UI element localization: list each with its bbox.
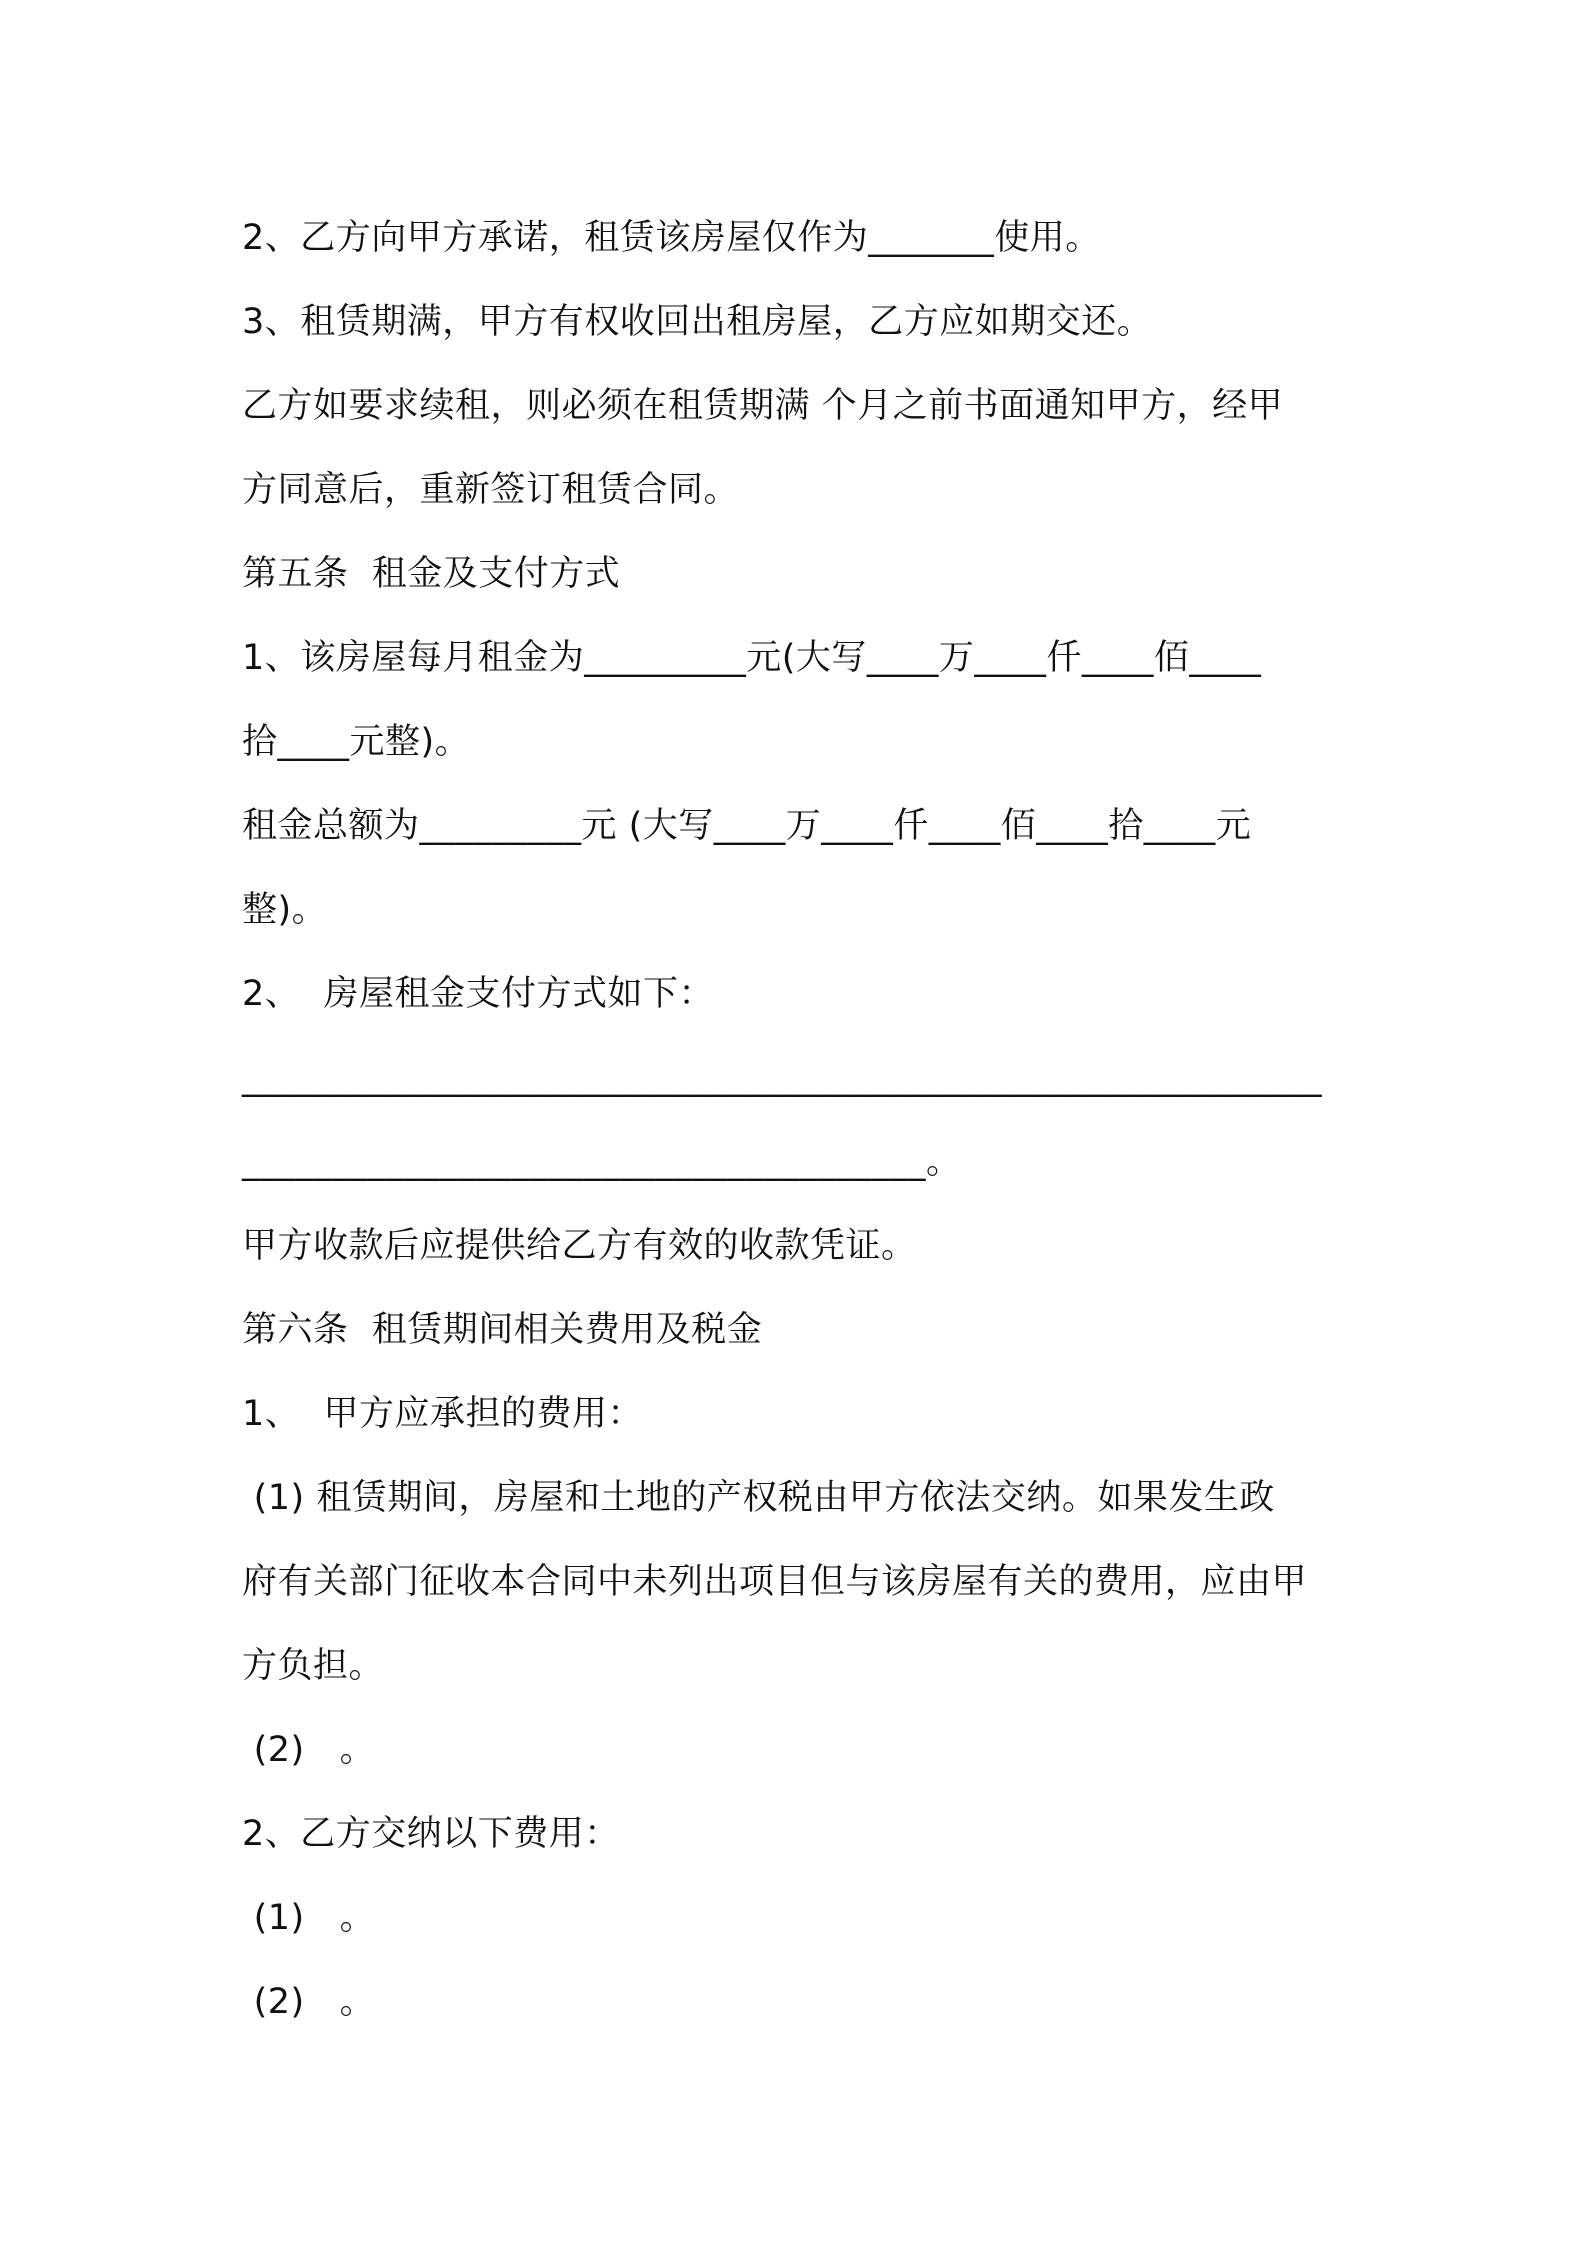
party-a-fee-1-line-2: 府有关部门征收本合同中未列出项目但与该房屋有关的费用，应由甲	[242, 1562, 1308, 1602]
renewal-text-line-2: 方同意后，重新签订租赁合同。	[242, 470, 740, 510]
article-5-heading: 第五条 租金及支付方式	[242, 554, 621, 594]
party-a-fees-label: 1、 甲方应承担的费用：	[242, 1394, 644, 1434]
payment-blank-line-2: ______________________________________。	[242, 1142, 962, 1182]
total-rent-line-2: 整)。	[242, 890, 328, 930]
party-b-fee-1: (1) 。	[242, 1898, 376, 1938]
renewal-text-line-1: 乙方如要求续租，则必须在租赁期满 个月之前书面通知甲方，经甲	[242, 386, 1284, 426]
total-rent-line-1: 租金总额为_________元 (大写____万____仟____佰____拾____元	[242, 806, 1252, 846]
party-b-fees-label: 2、乙方交纳以下费用：	[242, 1814, 620, 1854]
receipt-text: 甲方收款后应提供给乙方有效的收款凭证。	[242, 1226, 917, 1266]
payment-method-label: 2、 房屋租金支付方式如下：	[242, 974, 715, 1014]
monthly-rent-line-2: 拾____元整)。	[242, 722, 471, 762]
clause-4-item-3: 3、租赁期满，甲方有权收回出租房屋，乙方应如期交还。	[242, 302, 1153, 342]
clause-4-item-2: 2、乙方向甲方承诺，租赁该房屋仅作为_______使用。	[242, 218, 1101, 258]
payment-blank-line-1: ____________________________________________________________	[242, 1058, 1322, 1098]
party-a-fee-2: (2) 。	[242, 1730, 376, 1770]
party-a-fee-1-line-1: (1) 租赁期间，房屋和土地的产权税由甲方依法交纳。如果发生政	[242, 1478, 1275, 1518]
article-6-heading: 第六条 租赁期间相关费用及税金	[242, 1310, 763, 1350]
party-a-fee-1-line-3: 方负担。	[242, 1646, 385, 1686]
party-b-fee-2: (2) 。	[242, 1982, 376, 2022]
document-body	[242, 196, 1352, 2044]
monthly-rent-line-1: 1、该房屋每月租金为_________元(大写____万____仟____佰____	[242, 638, 1262, 678]
